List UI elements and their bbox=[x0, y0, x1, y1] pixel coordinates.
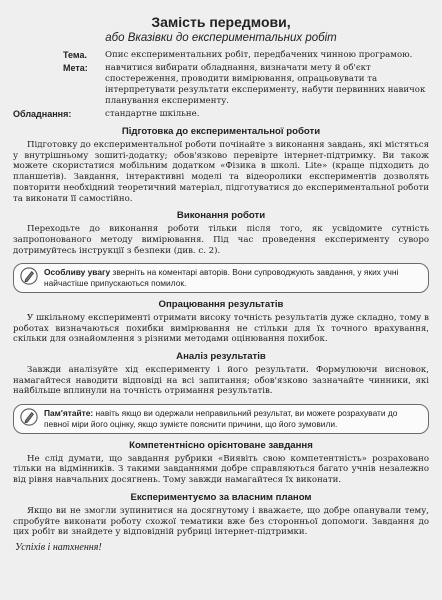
equipment-value: стандартне шкільне. bbox=[105, 109, 200, 119]
info-block bbox=[13, 50, 429, 120]
note-remember bbox=[13, 404, 429, 434]
pencil-icon bbox=[20, 408, 38, 426]
section-text-execution: Переходьте до виконання роботи тільки після того, як усвідомите сутність запропонованого методу вимірювання. Під час проведення експерименту суворо дотримуйтесь інструкції з безпеки (див. с. 2). bbox=[13, 224, 429, 256]
page-subtitle: або Вказівки до експериментальних робіт bbox=[105, 32, 337, 44]
note-remember-bold: Пам'ятайте: bbox=[44, 408, 94, 419]
note-attention-bold: Особливу увагу bbox=[44, 267, 111, 278]
section-title-own-plan: Експериментуємо за власним планом bbox=[130, 491, 312, 503]
topic-label: Тема. bbox=[63, 50, 87, 60]
closing-wish: Успіхів і натхнення! bbox=[15, 541, 102, 553]
section-title-processing: Опрацювання результатів bbox=[158, 298, 284, 310]
page-title: Замість передмови, bbox=[151, 14, 291, 30]
section-text-competence: Не слід думати, що завдання рубрики «Виявіть свою компетентність» розраховано тільки на відмінників. З такими завданнями добре справляються багато учнів незалежно від рівня навчальних досягнень. Тому завжди намагайтеся їх виконати. bbox=[13, 453, 429, 486]
section-title-preparation: Підготовка до експериментальної роботи bbox=[121, 126, 321, 137]
topic-value: Опис експериментальних робіт, передбачених чинною програмою. bbox=[105, 50, 413, 60]
info-row-equipment bbox=[13, 109, 429, 120]
goal-label: Мета: bbox=[63, 63, 88, 73]
info-row-goal bbox=[13, 63, 429, 107]
section-title-competence: Компетентнісно орієнтоване завдання bbox=[129, 439, 313, 451]
equipment-label: Обладнання: bbox=[13, 109, 72, 119]
section-text-own-plan: Якщо ви не змогли зупинитися на досягнутому і вважаєте, що добре опанували тему, спробуйте виконати роботу схожої тематики вже без сторонньої допомоги. Завдання до цих робіт ви знайдете у відповідній рубриці інтернет-підтримки. bbox=[13, 505, 429, 538]
note-attention-text: зверніть на коментарі авторів. Вони супроводжують завдання, у яких учні найчастіше припускаються помилок. bbox=[44, 267, 399, 289]
goal-value: навчитися вибирати обладнання, визначати мету й об'єкт спостереження, проводити вимірювання, опрацьовувати та інтерпретувати результати експерименту, набути первинних навичок планування експерименту. bbox=[105, 63, 426, 106]
info-row-topic bbox=[13, 50, 429, 61]
section-title-analysis: Аналіз результатів bbox=[176, 351, 266, 363]
note-remember-text: навіть якщо ви одержали неправильний результат, ви можете розрахувати до певної міри його оцінку, якщо зумієте пояснити причини, що його зумовили. bbox=[44, 408, 398, 429]
pencil-icon bbox=[20, 267, 38, 285]
section-title-execution: Виконання роботи bbox=[176, 210, 266, 222]
section-text-analysis: Завжди аналізуйте хід експерименту і його результати. Формулюючи висновок, намагайтеся наводити відповіді на всі запитання; обов'язково зазначайте чинники, які найбільше вплинули на точність отримання результатів. bbox=[13, 365, 429, 397]
note-attention bbox=[13, 263, 429, 293]
section-text-preparation: Підготовку до експериментальної роботи почінайте з виконання завдань, які містяться у внутрішньому зошиті-додатку; обов'язково перевірте інтернет-підтримку. Ви також можете скористатися мобільним додатком «Фізика в школі. Lite» (краще підходить до планшетів). Завдання, інтерактивні моделі та відеоролики експериментів дозволять повторити необхідний теоретичний матеріал, підготуватися до експериментальної роботи та виконати її самостійно. bbox=[13, 140, 429, 204]
section-text-processing: У шкільному експерименті отримати високу точність результатів дуже складно, тому в роботах визначаються похибки вимірювання не стільки для їх точного врахування, скільки для ознайомлення з різними методами оцінювання похибок. bbox=[13, 312, 429, 345]
